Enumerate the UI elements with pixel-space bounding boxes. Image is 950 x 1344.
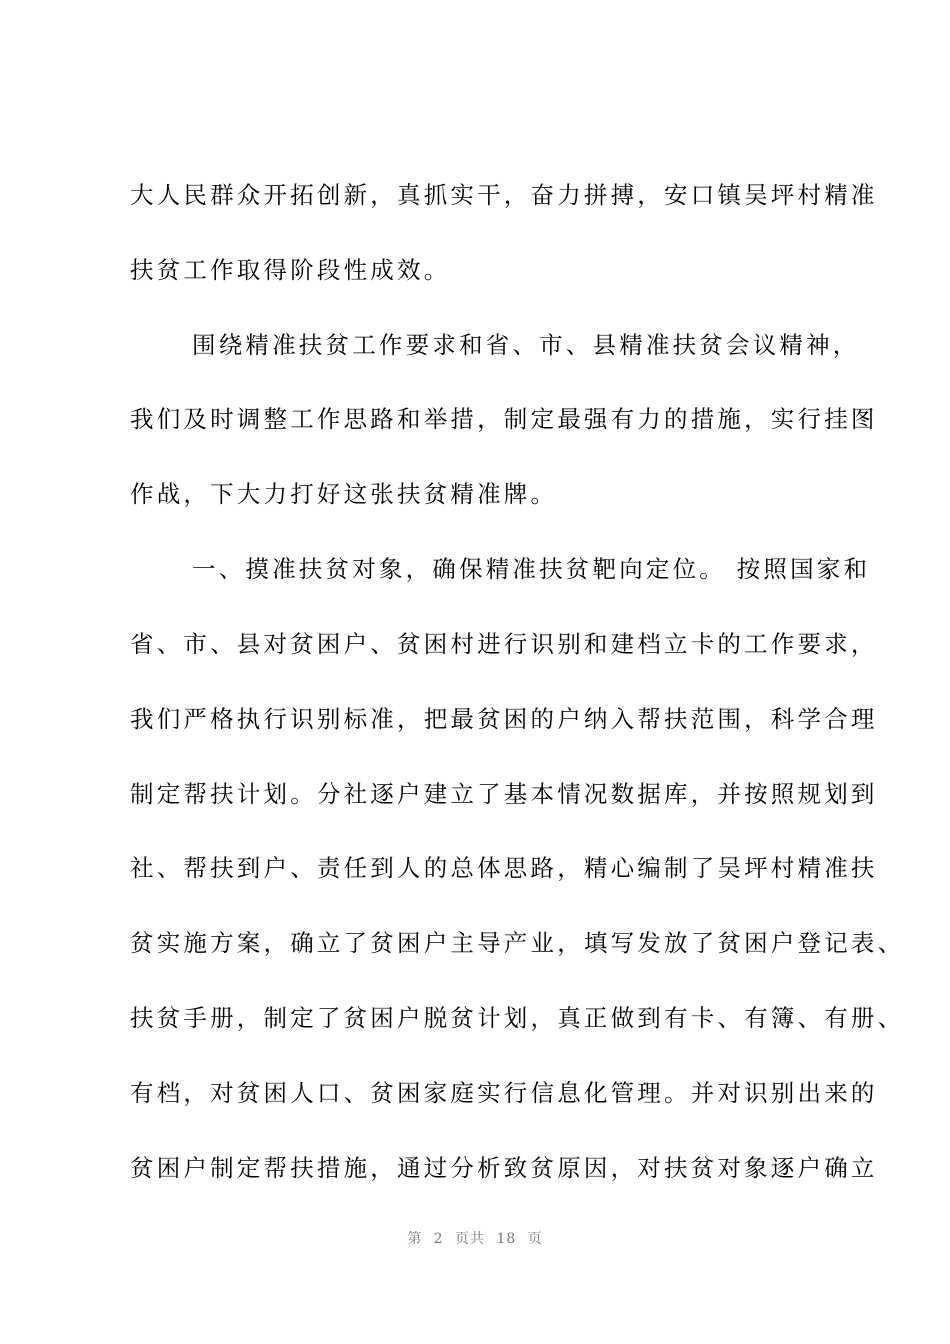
section-heading-line: 一、摸准扶贫对象，确保精准扶贫靶向定位。 按照国家和 <box>192 555 871 583</box>
body-text-line: 社、帮扶到户、责任到人的总体思路，精心编制了吴坪村精准扶 <box>130 854 878 882</box>
body-text-line: 大人民群众开拓创新，真抓实干，奋力拼搏，安口镇吴坪村精准 <box>130 181 878 209</box>
body-text-line: 省、市、县对贫困户、贫困村进行识别和建档立卡的工作要求， <box>130 630 878 658</box>
body-text-line: 我们及时调整工作思路和举措，制定最强有力的措施，实行挂图 <box>130 405 878 433</box>
body-text-line: 扶贫手册，制定了贫困户脱贫计划，真正做到有卡、有簿、有册、 <box>130 1004 905 1032</box>
paragraph-first-line: 围绕精准扶贫工作要求和省、市、县精准扶贫会议精神， <box>192 331 860 359</box>
page-number-footer: 第 2 页共 18 页 <box>407 1231 543 1247</box>
body-text-line: 贫困户制定帮扶措施，通过分析致贫原因，对扶贫对象逐户确立 <box>130 1154 878 1182</box>
body-text-line: 制定帮扶计划。分社逐户建立了基本情况数据库，并按照规划到 <box>130 780 878 808</box>
body-text-line: 有档，对贫困人口、贫困家庭实行信息化管理。并对识别出来的 <box>130 1079 878 1107</box>
body-text-line: 贫实施方案，确立了贫困户主导产业，填写发放了贫困户登记表、 <box>130 929 905 957</box>
body-text-line: 我们严格执行识别标准，把最贫困的户纳入帮扶范围，科学合理 <box>130 705 878 733</box>
body-text-line: 扶贫工作取得阶段性成效。 <box>130 256 451 284</box>
body-text-line: 作战，下大力打好这张扶贫精准牌。 <box>130 480 558 508</box>
